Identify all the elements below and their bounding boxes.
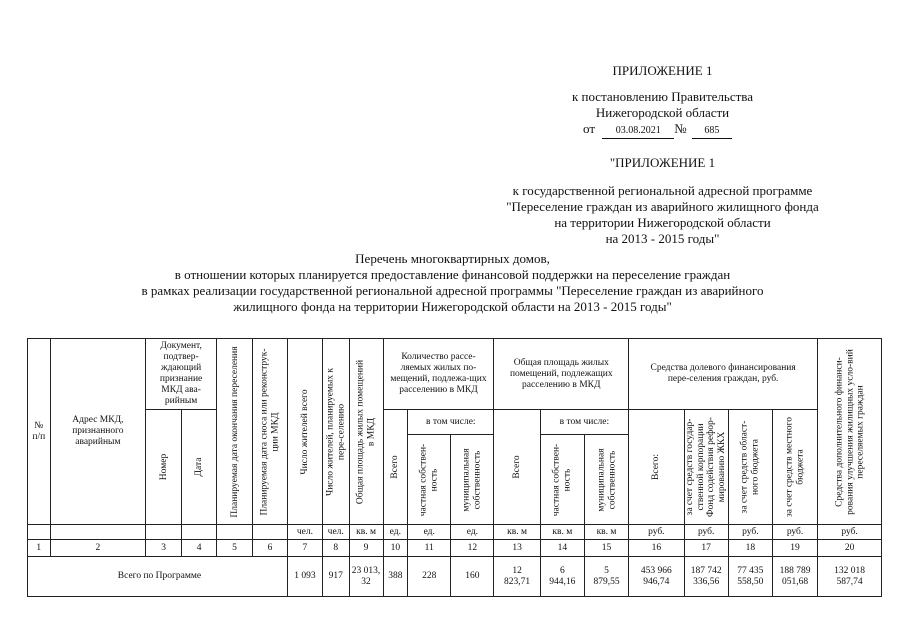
header-residents-planned: Число жителей, планируемых к пере-селению xyxy=(322,339,349,525)
header-row-2 xyxy=(28,410,882,435)
col-number: 3 xyxy=(146,540,182,557)
number-sign: № xyxy=(674,121,687,136)
unit-cell: ед. xyxy=(408,525,451,540)
header-count-total: Всего xyxy=(383,410,408,525)
appendix-line1: к постановлению Правительства xyxy=(571,89,754,104)
unit-cell: кв. м xyxy=(349,525,383,540)
header-count-group: Количество рассе-ляемых жилых по-мещений, подлежа-щих расселению в МКД xyxy=(383,339,494,410)
col-number: 10 xyxy=(383,540,408,557)
col-number: 9 xyxy=(349,540,383,557)
appendix-title: ПРИЛОЖЕНИЕ 1 xyxy=(612,63,713,78)
from-label: от xyxy=(583,121,596,136)
heading-line1: Перечень многоквартирных домов, xyxy=(355,251,550,266)
total-count-municipal: 160 xyxy=(451,557,494,597)
col-number: 5 xyxy=(217,540,253,557)
header-area-group: Общая площадь жилых помещений, подлежащих расселению в МКД xyxy=(494,339,629,410)
unit-cell: кв. м xyxy=(584,525,628,540)
total-additional: 132 018 587,74 xyxy=(818,557,882,597)
total-fund-corp: 187 742 336,56 xyxy=(684,557,728,597)
inner-appendix-line4: на 2013 - 2015 годы" xyxy=(605,231,720,246)
header-planned-demolition: Планируемая дата сноса или реконструк-ции МКД xyxy=(253,339,288,525)
appendix-line2: Нижегородской области xyxy=(595,105,730,120)
inner-appendix-line2: "Переселение граждан из аварийного жилищного фонда xyxy=(506,199,819,214)
header-fund-region: за счет средств област-ного бюджета xyxy=(728,410,772,525)
header-funding-group: Средства долевого финансирования пере-селения граждан, руб. xyxy=(629,339,818,410)
unit-cell: руб. xyxy=(684,525,728,540)
unit-cell: руб. xyxy=(728,525,772,540)
total-fund-local: 188 789 051,68 xyxy=(772,557,817,597)
col-number: 11 xyxy=(408,540,451,557)
unit-cell: ед. xyxy=(383,525,408,540)
header-fund-total: Всего: xyxy=(629,410,684,525)
heading-line2: в отношении которых планируется предоставление финансовой поддержки на переселение граждан xyxy=(174,267,731,282)
total-label: Всего по Программе xyxy=(28,557,288,597)
heading-line3: в рамках реализации государственной региональной адресной программы "Переселение граждан из аварийного xyxy=(141,283,764,298)
total-fund-region: 77 435 558,50 xyxy=(728,557,772,597)
total-area-private: 6 944,16 xyxy=(540,557,584,597)
decree-number: 685 xyxy=(692,123,732,139)
unit-cell: руб. xyxy=(629,525,684,540)
col-number: 12 xyxy=(451,540,494,557)
col-number: 16 xyxy=(629,540,684,557)
header-area-private: частная собствен-ность xyxy=(540,435,584,525)
unit-cell: руб. xyxy=(818,525,882,540)
total-area-all: 12 823,71 xyxy=(494,557,540,597)
header-num: № п/п xyxy=(28,339,51,525)
header-doc-date: Дата xyxy=(182,410,217,525)
unit-cell: ед. xyxy=(451,525,494,540)
unit-cell: руб. xyxy=(772,525,817,540)
header-document: Документ, подтвер-ждающий признание МКД ава-рийным xyxy=(146,339,217,410)
housing-register-table xyxy=(27,338,882,597)
header-additional: Средства дополнительного финанси-рования улучшения жилищных усло-вий переселяемых граждан xyxy=(818,339,882,525)
col-number: 7 xyxy=(287,540,322,557)
header-area-total: Всего xyxy=(494,410,540,525)
header-planned-end: Планируемая дата окончания переселения xyxy=(217,339,253,525)
total-count-private: 228 xyxy=(408,557,451,597)
col-number: 13 xyxy=(494,540,540,557)
column-numbers-row xyxy=(28,540,882,557)
header-fund-corp: за счет средств государ-ственной корпорации Фонд содействия рефор-мированию ЖКХ xyxy=(684,410,728,525)
inner-appendix-line3: на территории Нижегородской области xyxy=(554,215,771,230)
header-count-municipal: муниципальная собственность xyxy=(451,435,494,525)
col-number: 20 xyxy=(818,540,882,557)
header-row-1 xyxy=(28,339,882,410)
total-row xyxy=(28,557,882,597)
header-residents-total: Число жителей всего xyxy=(287,339,322,525)
col-number: 19 xyxy=(772,540,817,557)
total-area: 23 013,32 xyxy=(349,557,383,597)
header-area-including: в том числе: xyxy=(540,410,628,435)
decree-date: 03.08.2021 xyxy=(602,123,674,139)
header-area-municipal: муниципальная собственность xyxy=(584,435,628,525)
header-total-area: Общая площадь жилых помещений в МКД xyxy=(349,339,383,525)
unit-cell: чел. xyxy=(322,525,349,540)
heading-line4: жилищного фонда на территории Нижегородской области на 2013 - 2015 годы" xyxy=(233,299,672,314)
header-address: Адрес МКД, признанного аварийным xyxy=(50,339,146,525)
col-number: 14 xyxy=(540,540,584,557)
inner-appendix-line1: к государственной региональной адресной программе xyxy=(512,183,813,198)
col-number: 15 xyxy=(584,540,628,557)
total-count: 388 xyxy=(383,557,408,597)
total-area-municipal: 5 879,55 xyxy=(584,557,628,597)
col-number: 4 xyxy=(182,540,217,557)
header-doc-number: Номер xyxy=(146,410,182,525)
col-number: 18 xyxy=(728,540,772,557)
header-count-including: в том числе: xyxy=(408,410,494,435)
appendix-decree-line xyxy=(583,121,732,139)
unit-cell: кв. м xyxy=(540,525,584,540)
header-fund-local: за счет средств местного бюджета xyxy=(772,410,817,525)
col-number: 6 xyxy=(253,540,288,557)
units-row xyxy=(28,525,882,540)
col-number: 17 xyxy=(684,540,728,557)
total-residents: 1 093 xyxy=(287,557,322,597)
col-number: 2 xyxy=(50,540,146,557)
total-fund: 453 966 946,74 xyxy=(629,557,684,597)
col-number: 8 xyxy=(322,540,349,557)
col-number: 1 xyxy=(28,540,51,557)
total-residents-planned: 917 xyxy=(322,557,349,597)
inner-appendix-title: "ПРИЛОЖЕНИЕ 1 xyxy=(609,155,716,170)
header-count-private: частная собствен-ность xyxy=(408,435,451,525)
unit-cell: кв. м xyxy=(494,525,540,540)
unit-cell: чел. xyxy=(287,525,322,540)
